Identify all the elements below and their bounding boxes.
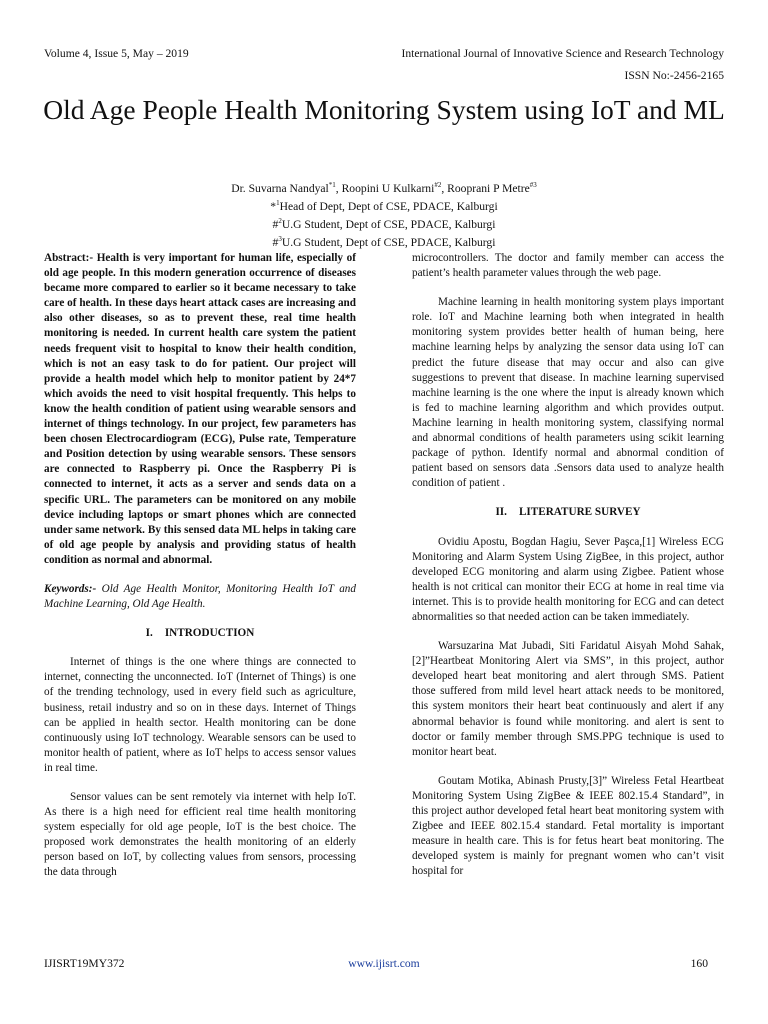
author-3-sup: #3 [529,181,537,189]
affiliation-2-text: U.G Student, Dept of CSE, PDACE, Kalburgi [281,218,496,232]
left-column [44,251,356,881]
author-1-sup: *1 [328,181,336,189]
section-heading-introduction [44,626,356,641]
affiliation-3-prefix: # [272,236,279,250]
author-2-sup: #2 [434,181,442,189]
affiliation-3-sup: 3 [278,235,282,244]
literature-paragraph-3: Goutam Motika, Abinash Prusty,[3]” Wireless Fetal Heartbeat Monitoring System Using ZigBee & IEEE 802.15.4 Standard”, in this project author developed fetal heart beat monitoring system with Zigbee and IEEE 802.15.4 standard. Fetal mortality is important measure in health care. This is for fetus heart beat monitoring. The developed system is mainly for pregnant women who can’t visit hospital for [412,774,724,878]
affiliation-3-text: U.G Student, Dept of CSE, PDACE, Kalburgi [281,236,496,250]
keywords [44,582,356,612]
affiliation-1-text: Head of Dept, Dept of CSE, PDACE, Kalburgi [279,200,498,214]
intro-paragraph-1: Internet of things is the one where things are connected to internet, connecting the unconnected. IoT (Internet of Things) is one of the trending technology, used in every field such as agriculture, business, retail industry and so on in these days. Internet of Things can be applied in health sector. Health monitoring can be done continuously using IoT technology. Wearable sensors can be used to monitor health of patient, where as IoT helps to access sensor values in real time. [44,656,356,774]
journal-url-link[interactable]: www.ijisrt.com [348,957,420,970]
paper-id: IJISRT19MY372 [44,957,125,970]
page-number: 160 [690,957,708,970]
author-3: Rooprani P Metre [447,181,530,195]
affiliation-1 [140,196,628,214]
section-heading-literature-survey [412,505,724,520]
volume-info: Volume 4, Issue 5, May – 2019 [44,47,189,60]
section-title: LITERATURE SURVEY [518,506,641,519]
issn: ISSN No:-2456-2165 [624,69,724,82]
author-2: Roopini U Kulkarni [341,181,435,195]
literature-paragraph-1: Ovidiu Apostu, Bogdan Hagiu, Sever Paşca,[1] Wireless ECG Monitoring and Alarm System Using ZigBee, in this project, author developed ECG monitoring and alarm using Zigbee. Patient whose health is not critical can monitor their ECG at home in real time via internet. This is to provide health monitoring for ECG and can detect abnormalities so that needed action can be taken immediately. [412,535,724,623]
keywords-text: Old Age Health Monitor, Monitoring Health IoT and Machine Learning, Old Age Health. [44,582,356,611]
section-number: I. [145,627,153,640]
author-names: Dr. Suvarna Nandyal$^{*1}$, Roopini U Kulkarni$^{\#2}$, Rooprani P Metre$^{\#3}$ [231,181,537,195]
intro-paragraph-continued: microcontrollers. The doctor and family member can access the patient’s health parameter values through the web page. [412,252,724,280]
paper-title: Old Age People Health Monitoring System using IoT and ML [43,94,725,125]
affiliation-2-sup: 2 [278,217,282,226]
section-title: INTRODUCTION [164,627,255,640]
affiliation-1-prefix: * [270,200,277,214]
affiliation-2 [140,214,628,232]
journal-name: International Journal of Innovative Science and Research Technology [401,47,724,60]
affiliation-1-sup: 1 [276,199,280,208]
affiliation-2-prefix: # [272,218,279,232]
ml-paragraph: Machine learning in health monitoring system plays important role. IoT and Machine learning both when integrated in health monitoring system provides better health of human being, here machine learning helps by analyzing the sensor data using IoT can predict the future disease that may occur and also can give suggestions to prevent that disease. In machine learning supervised machine learning is the one where the input is already known which is fed to machine learning algorithm and which provides output. Machine learning in health monitoring system, classifying normal and abnormal conditions of health parameters using scikit learning package of python. Identify normal and abnormal condition of patient based on sensors data .Sensors data used to analyze health condition of patient . [412,296,724,490]
keywords-label: Keywords:- [44,582,97,595]
author-1: Dr. Suvarna Nandyal [231,181,329,195]
affiliation-3 [140,232,628,250]
right-column [412,251,724,879]
author-block [140,178,628,251]
literature-paragraph-2: Warsuzarina Mat Jubadi, Siti Faridatul Aisyah Mohd Sahak,[2]”Heartbeat Monitoring Alert via SMS”, in this project, author developed heart beat monitoring and alert through SMS. Patient those suffered from mild level heart attack needs to be monitored, this system monitors their heart beat continuously and alert if any abnormal behavior is found while monitoring. and alert is sent to doctor or family member through SMS.PPG technique is used to monitor heart beat. [412,640,724,758]
section-number: II. [495,506,507,519]
abstract: Abstract:- Health is very important for human life, especially of old age people. In this modern generation occurrence of diseases became more compared to earlier so it became necessary to take care of health. In these days heart attack cases are increasing and also other diseases, so as to prevent these, real time health monitoring is needed. In current health care system the patient needs frequent visit to hospital to know their health condition, which is not an easy task to do for patient. Our project will provide a health model which help to monitor patient by 24*7 which avoids the need to visit hospital frequently. This helps to know the health condition of patient using wearable sensors and internet of things technology. In our project, few parameters has been chosen Electrocardiogram (ECG), Pulse rate, Temperature and Position detection by using wearable sensors. These sensors are connected to Raspberry pi. Once the Raspberry Pi is connected to internet, it acts as a server and sends data on a specific URL. The parameters can be monitored on any mobile device including laptops or smart phones which are connected under same network. By this sensed data ML helps in taking care of old age people by analysis and providing status of health condition as normal and abnormal. [44,252,356,566]
intro-paragraph-2: Sensor values can be sent remotely via internet with help IoT. As there is a high need for efficient real time health monitoring system especially for old age people, IoT is the best choice. The proposed work demonstrates the health monitoring of an elderly person based on IoT, by collecting values from sensors, processing the data through [44,791,356,879]
